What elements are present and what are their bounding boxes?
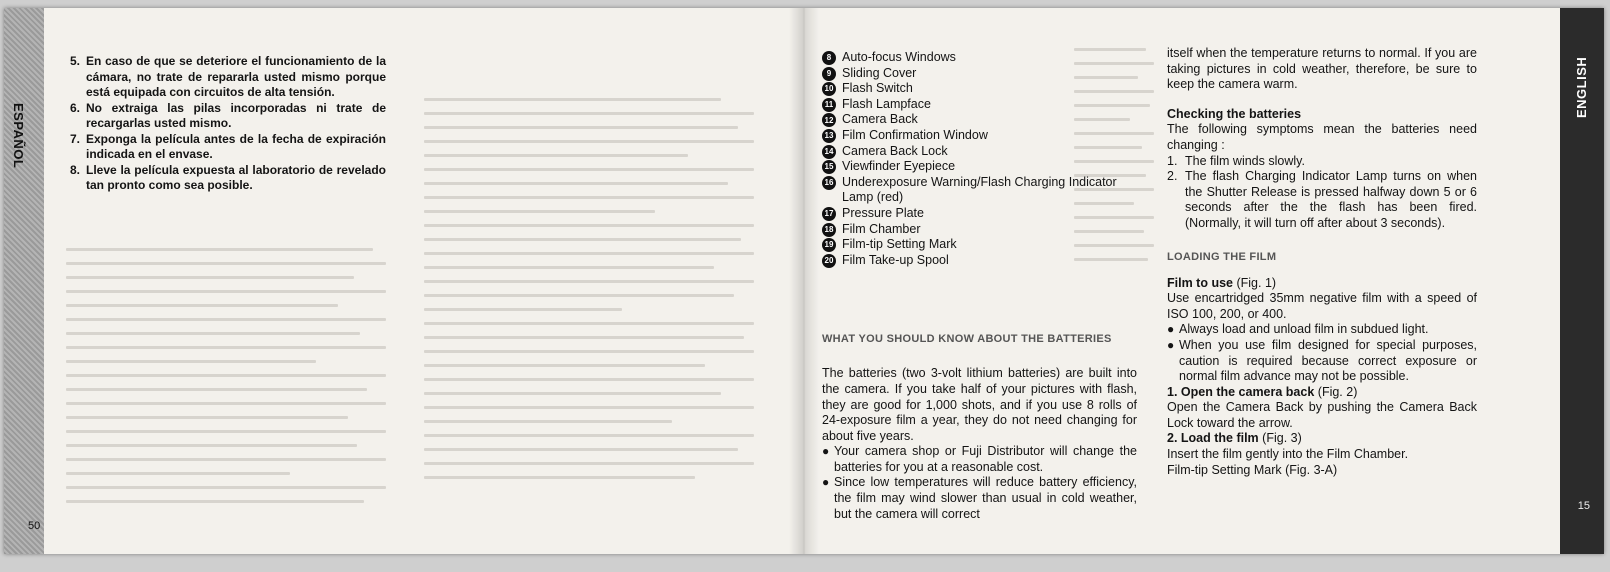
list-item: 17 Pressure Plate — [822, 206, 1137, 222]
part-number-badge: 17 — [822, 207, 836, 221]
list-item: 14 Camera Back Lock — [822, 144, 1137, 160]
part-number-badge: 16 — [822, 176, 836, 190]
list-item: 11 Flash Lampface — [822, 97, 1137, 113]
left-page-number: 50 — [28, 520, 41, 532]
film-to-use-text: Use encartridged 35mm negative film with a speed of ISO 100, 200, or 400. — [1167, 291, 1477, 321]
manual-spread — [4, 8, 1604, 554]
batteries-heading: WHAT YOU SHOULD KNOW ABOUT THE BATTERIES — [822, 333, 1112, 346]
list-item: ● Since low temperatures will reduce battery efficiency, the film may wind slower than usual in cold weather, but the camera will correct — [822, 475, 1137, 521]
list-item: 1. The film winds slowly. — [1167, 153, 1305, 168]
right-section-label-wrap — [1560, 8, 1604, 168]
list-item: 9 Sliding Cover — [822, 66, 1137, 82]
list-item: 18 Film Chamber — [822, 222, 1137, 238]
right-page-number: 15 — [1577, 500, 1590, 512]
part-number-badge: 9 — [822, 67, 836, 81]
left-page — [4, 8, 799, 554]
list-item: 20 Film Take-up Spool — [822, 253, 1137, 269]
list-item: 7. Exponga la película antes de la fecha de expiración indicada en el envase. — [69, 131, 386, 161]
loading-column — [1167, 46, 1477, 478]
batteries-continued: itself when the temperature returns to normal. If you are taking pictures in cold weather, therefore, be sure to keep the camera warm. — [1167, 46, 1477, 92]
part-number-badge: 14 — [822, 145, 836, 159]
step1-title: 1. Open the camera back (Fig. 2) — [1167, 384, 1358, 399]
bullet-icon: ● — [1167, 322, 1175, 337]
left-bleed-through-2 — [66, 248, 386, 514]
list-item: ● Always load and unload film in subdued light. — [1167, 322, 1429, 337]
part-number-badge: 20 — [822, 254, 836, 268]
list-item: 5. En caso de que se deteriore el funcionamiento de la cámara, no trate de repararla usted mismo porque está equipada con circuitos de alta tensión. — [69, 54, 386, 99]
part-number-badge: 18 — [822, 223, 836, 237]
part-number-badge: 15 — [822, 160, 836, 174]
part-number-badge: 19 — [822, 238, 836, 252]
checking-heading: Checking the batteries — [1167, 106, 1302, 121]
loading-heading: LOADING THE FILM — [1167, 250, 1277, 263]
list-item: 13 Film Confirmation Window — [822, 128, 1137, 144]
list-item: ● Your camera shop or Fuji Distributor will change the batteries for you at a reasonable cost. — [822, 444, 1137, 474]
left-bleed-through — [424, 98, 754, 490]
part-number-badge: 8 — [822, 51, 836, 65]
part-number-badge: 11 — [822, 98, 836, 112]
part-number-badge: 13 — [822, 129, 836, 143]
right-section-label: ENGLISH — [1574, 56, 1589, 118]
part-number-badge: 12 — [822, 113, 836, 127]
left-section-label: ESPAÑOL — [11, 103, 26, 169]
list-item: 8. Lleve la película expuesta al laboratorio de revelado tan pronto como sea posible. — [69, 162, 386, 192]
list-item: 2. The flash Charging Indicator Lamp turns on when the Shutter Release is pressed halfway down 5 or 6 seconds after the the flash has been fired. (Normally, it will turn off after about 3 seconds). — [1167, 169, 1477, 230]
list-item: 10 Flash Switch — [822, 81, 1137, 97]
step2-text: Insert the film gently into the Film Chamber. — [1167, 447, 1409, 462]
checking-intro: The following symptoms mean the batteries need changing : — [1167, 122, 1477, 152]
left-warnings-list — [56, 54, 386, 194]
list-item: ● When you use film designed for special purposes, caution is required because correct exposure or normal film advance may not be possible. — [1167, 337, 1477, 384]
list-item: 16 Underexposure Warning/Flash Charging Indicator Lamp (red) — [822, 175, 1137, 206]
list-item: 8 Auto-focus Windows — [822, 50, 1137, 66]
bullet-icon: ● — [1167, 337, 1175, 352]
step2-mark: Film-tip Setting Mark (Fig. 3-A) — [1167, 462, 1338, 477]
list-item: 12 Camera Back — [822, 112, 1137, 128]
part-number-badge: 10 — [822, 82, 836, 96]
list-item: 6. No extraiga las pilas incorporadas ni trate de recargarlas usted mismo. — [69, 100, 386, 130]
bullet-icon: ● — [822, 475, 830, 490]
film-to-use-title: Film to use (Fig. 1) — [1167, 275, 1277, 290]
list-item: 19 Film-tip Setting Mark — [822, 237, 1137, 253]
list-item: 15 Viewfinder Eyepiece — [822, 159, 1137, 175]
batteries-intro: The batteries (two 3-volt lithium batteries) are built into the camera. If you take half of your pictures with flash, they are good for 1,000 shots, and if you use 8 rolls of 24-exposure film a year, they do not need changing for about five years. — [822, 366, 1137, 443]
step1-text: Open the Camera Back by pushing the Camera Back Lock toward the arrow. — [1167, 400, 1477, 430]
bullet-icon: ● — [822, 444, 830, 459]
parts-list — [822, 50, 1137, 268]
left-section-tab — [4, 8, 44, 554]
parts-and-batteries-column — [822, 50, 1137, 522]
step2-title: 2. Load the film (Fig. 3) — [1167, 431, 1302, 446]
